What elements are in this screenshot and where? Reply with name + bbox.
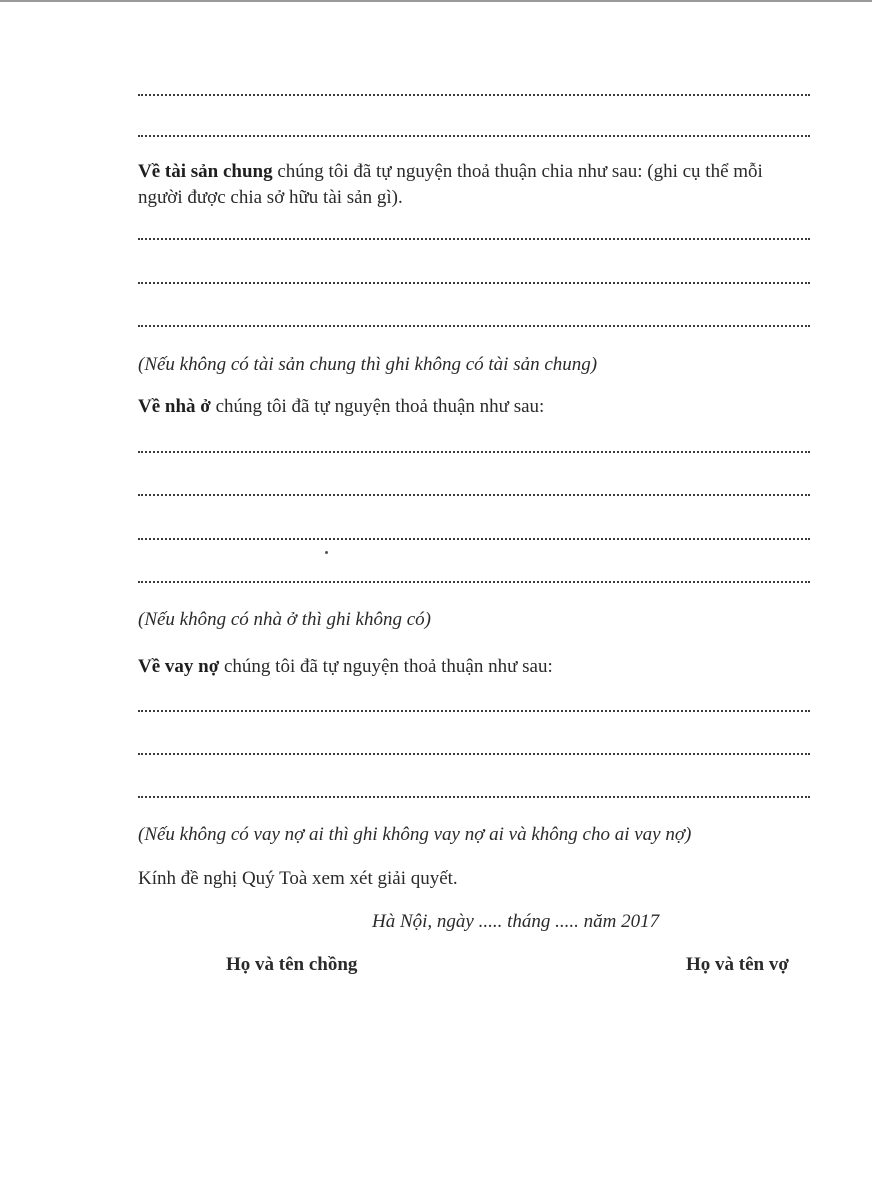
fill-line[interactable] [138,94,810,96]
assets-note: (Nếu không có tài sản chung thì ghi không có tài sản chung) [138,354,598,375]
request-text: Kính đề nghị Quý Toà xem xét giải quyết. [138,868,458,889]
husband-signature-label: Họ và tên chồng [226,954,358,975]
scan-edge [0,0,872,2]
house-paragraph [138,394,810,420]
fill-line[interactable] [138,451,810,453]
assets-heading: Về tài sản chung [138,161,273,182]
fill-line[interactable] [138,238,810,240]
assets-body: chúng tôi đã tự nguyện thoả thuận chia như sau: (ghi cụ thể mỗi người được chia sở hữu tài sản gì). [138,161,763,208]
fill-line[interactable] [138,135,810,137]
debt-heading: Về vay nợ [138,656,220,677]
house-heading: Về nhà ở [138,396,211,417]
house-body: chúng tôi đã tự nguyện thoả thuận như sau: [210,396,545,417]
fill-line[interactable] [138,710,810,712]
scan-speck [325,551,328,554]
wife-signature-label: Họ và tên vợ [686,954,789,975]
fill-line[interactable] [138,282,810,284]
place-date: Hà Nội, ngày ..... tháng ..... năm 2017 [372,911,660,932]
debt-note: (Nếu không có vay nợ ai thì ghi không vay nợ ai và không cho ai vay nợ) [138,824,692,845]
fill-line[interactable] [138,494,810,496]
house-note: (Nếu không có nhà ở thì ghi không có) [138,609,431,630]
fill-line[interactable] [138,796,810,798]
fill-line[interactable] [138,325,810,327]
fill-line[interactable] [138,581,810,583]
debt-body: chúng tôi đã tự nguyện thoả thuận như sau: [219,656,553,677]
fill-line[interactable] [138,753,810,755]
assets-paragraph [138,159,810,211]
debt-paragraph [138,654,810,680]
fill-line[interactable] [138,538,810,540]
